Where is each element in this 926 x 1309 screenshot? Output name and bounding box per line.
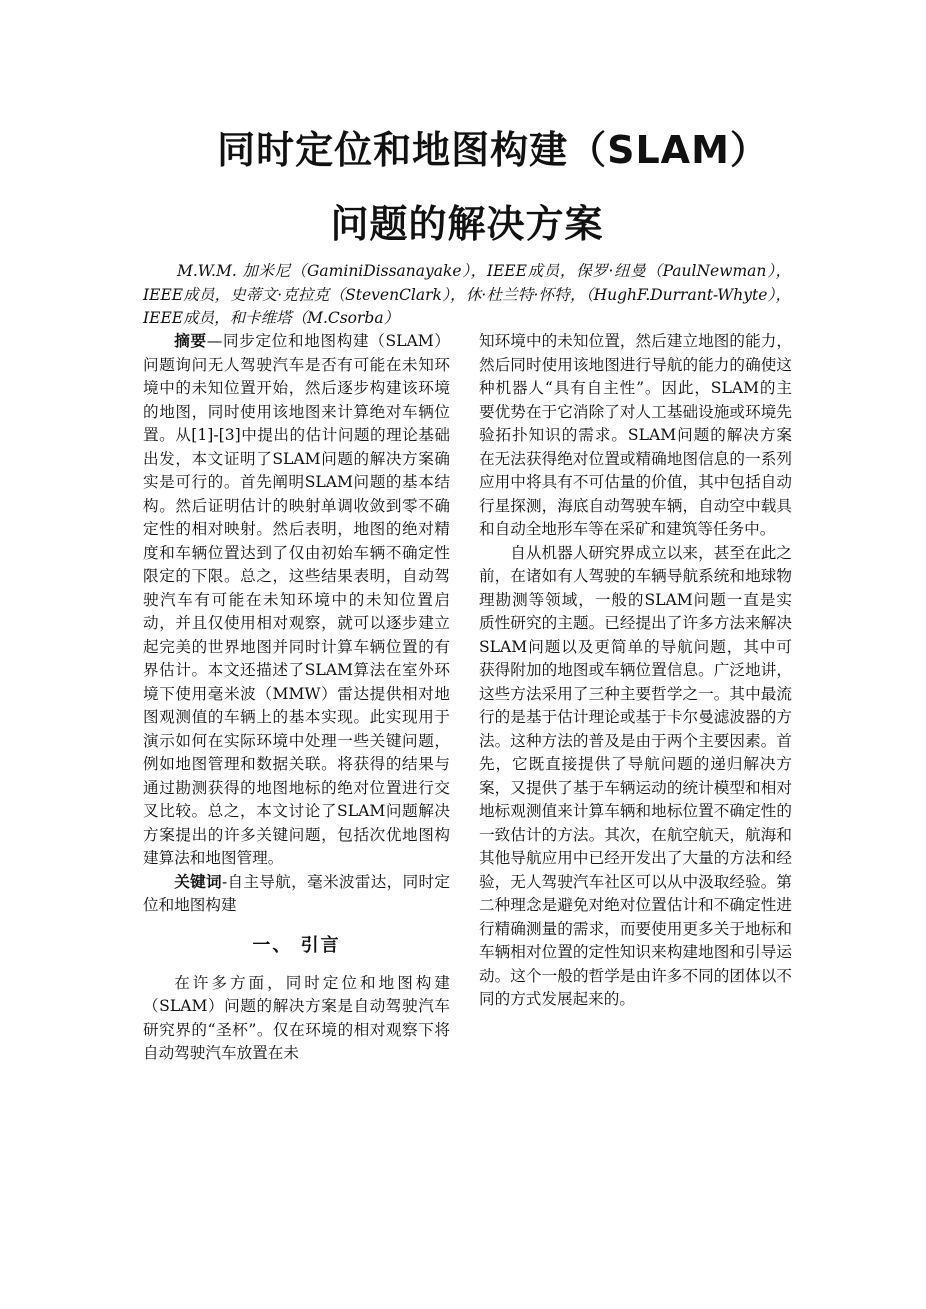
intro-paragraph-2: 自从机器人研究界成立以来，甚至在此之前，在诸如有人驾驶的车辆导航系统和地球物理勘测等领域，一般的SLAM问题一直是实质性研究的主题。已经提出了许多方法来解决SLAM问题以及更简单的导航问题，其中可获得附加的地图或车辆位置信息。广泛地讲，这些方法采用了三种主要哲学之一。其中最流行的是基于估计理论或基于卡尔曼滤波器的方法。这种方法的普及是由于两个主要因素。首先，它既直接提供了导航问题的递归解决方案，又提供了基于车辆运动的统计模型和相对地标观测值来计算车辆和地标位置不确定性的一致估计的方法。其次，在航空航天，航海和其他导航应用中已经开发出了大量的方法和经验，无人驾驶汽车社区可以从中汲取经验。第二种理念是避免对绝对位置估计和不确定性进行精确测量的需求，而要使用更多关于地标和车辆相对位置的定性知识来构建地图和引导运动。这个一般的哲学是由许多不同的团体以不同的方式发展起来的。 [479, 543, 792, 1008]
keywords-text: -自主导航，毫米波雷达，同时定位和地图构建 [143, 872, 450, 914]
abstract-label: 摘要 [174, 332, 207, 350]
abstract-paragraph [143, 330, 450, 871]
abstract-text: —同步定位和地图构建（SLAM）问题询问无人驾驶汽车是否有可能在未知环境中的未知位置开始，然后逐步构建该环境的地图，同时使用该地图来计算绝对车辆位置。从[1]-[3]中提出的估计问题的理论基础出发，本文证明了SLAM问题的解决方案确实是可行的。首先阐明SLAM问题的基本结构。然后证明估计的映射单调收敛到零不确定性的相对映射。然后表明，地图的绝对精度和车辆位置达到了仅由初始车辆不确定性限定的下限。总之，这些结果表明，自动驾驶汽车有可能在未知环境中的未知位置启动，并且仅使用相对观察，就可以逐步建立起完美的世界地图并同时计算车辆位置的有界估计。本文还描述了SLAM算法在室外环境下使用毫米波（MMW）雷达提供相对地图观测值的车辆上的基本实现。此实现用于演示如何在实际环境中处理一些关键问题，例如地图管理和数据关联。将获得的结果与通过勘测获得的地图地标的绝对位置进行交叉比较。总之，本文讨论了SLAM问题解决方案提出的许多关键问题，包括次优地图构建算法和地图管理。 [143, 332, 450, 867]
right-column [479, 330, 792, 1012]
paper-title-line-2: 问题的解决方案 [330, 202, 604, 246]
author-list: M.W.M. 加米尼（GaminiDissanayake），IEEE成员，保罗·纽曼（PaulNewman），IEEE成员，史蒂文·克拉克（StevenClark），休·杜兰特·怀特，（HughF.Durrant-Whyte），IEEE成员，和卡维塔（M.Csorba） [143, 262, 791, 327]
intro-paragraph-1-continued: 知环境中的未知位置，然后建立地图的能力，然后同时使用该地图进行导航的能力的确使这种机器人“具有自主性”。因此，SLAM的主要优势在于它消除了对人工基础设施或环境先验拓扑知识的需求。SLAM问题的解决方案在无法获得绝对位置或精确地图信息的一系列应用中将具有不可估量的价值，其中包括自动行星探测，海底自动驾驶车辆，自动空中载具和自动全地形车等在采矿和建筑等任务中。 [479, 332, 792, 538]
left-column [143, 330, 450, 1066]
paper-title-line-1: 同时定位和地图构建（SLAM） [217, 128, 769, 172]
section-heading-introduction: 一、 引言 [252, 934, 341, 956]
keywords-label: 关键词 [174, 872, 222, 891]
intro-paragraph-1: 在许多方面，同时定位和地图构建（SLAM）问题的解决方案是自动驾驶汽车研究界的“圣杯”。仅在环境的相对观察下将自动驾驶汽车放置在未 [143, 973, 450, 1062]
keywords-paragraph [143, 871, 450, 918]
